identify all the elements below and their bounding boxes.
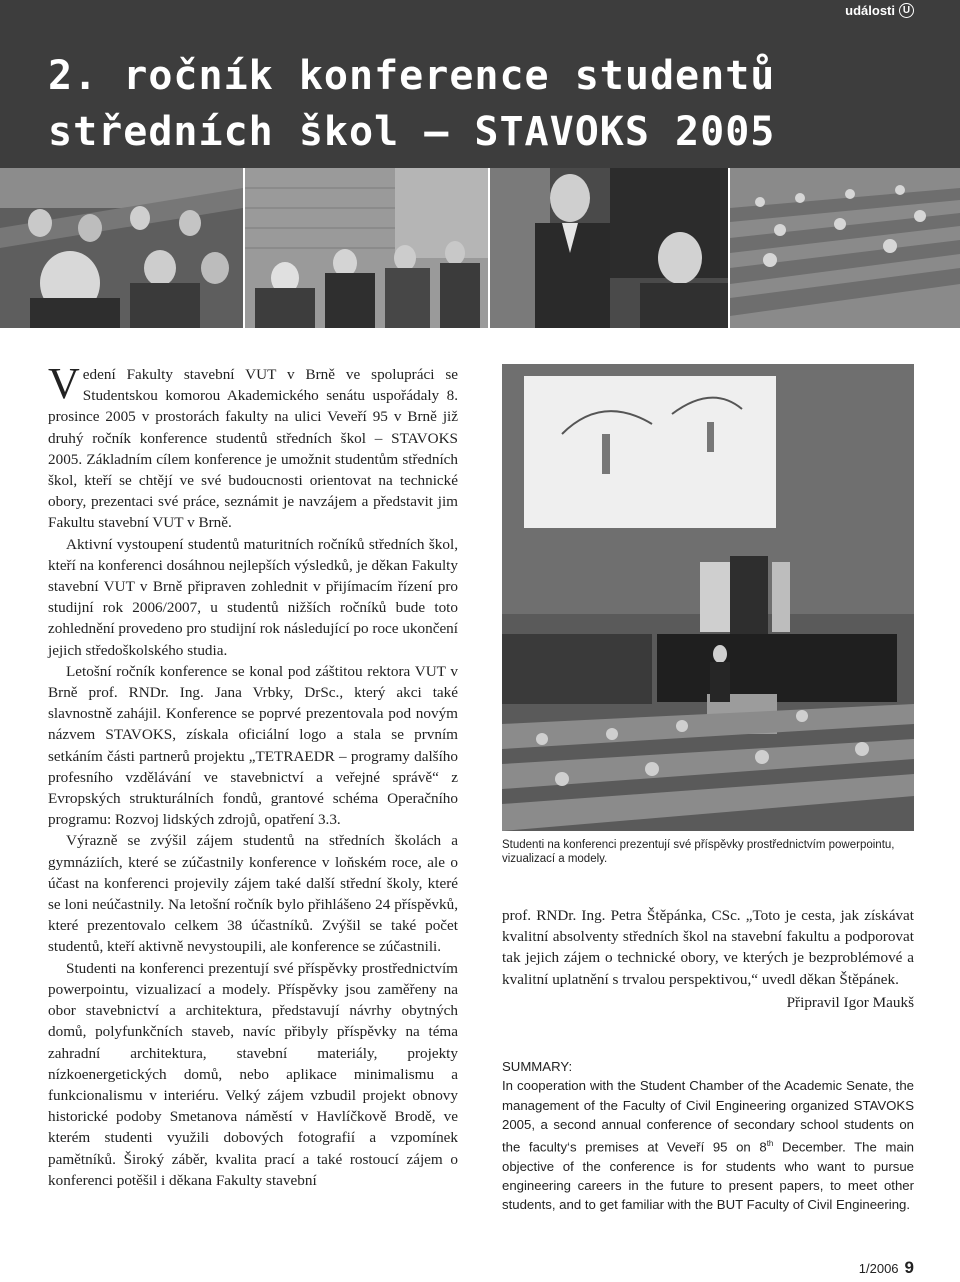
- continuation-paragraph: prof. RNDr. Ing. Petra Štěpánka, CSc. „Toto je cesta, jak získávat kvalitní absolventy středních škol na stavební fakultu a podporovat tak jejich zájem o technické obory, ve kterých je bezproblémové a kvalitní uplatnění s trvalou perspektivou,“ uvedl děkan Štěpánek.: [502, 907, 914, 988]
- article-body: [48, 359, 458, 1191]
- header-banner: [0, 0, 960, 168]
- photo-lecture-hall: [730, 168, 960, 328]
- article-paragraph: Letošní ročník konference se konal pod záštitou rektora VUT v Brně prof. RNDr. Ing. Jana Vrbky, DrSc., který akci také slavnostně zahájil. Konference se poprvé prezentovala pod novým názvem STAVOKS, získala oficiální logo a stala se prvním setkáním části partnerů projektu „TETRAEDR – programy dalšího profesního vzdělávání ve stavebnictví a veřejné správě“ z Evropských strukturálních fondů, grantové schéma Operačního programu: Rozvoj lidských zdrojů, opatření 3.3.: [48, 662, 458, 829]
- photo-caption: Studenti na konferenci prezentují své příspěvky prostřednictvím powerpointu, vizualizací a modely.: [502, 839, 895, 865]
- photo-lecture-hall-presentation: [502, 364, 914, 831]
- summary-box: [502, 1057, 914, 1215]
- article-continuation: [502, 905, 914, 1013]
- page-footer: [859, 1258, 914, 1278]
- article-title: [48, 48, 775, 160]
- photo-presentation-discussion: [245, 168, 488, 328]
- article-paragraph: Vedení Fakulty stavební VUT v Brně ve spolupráci se Studentskou komorou Akademického senátu uspořádaly 8. prosince 2005 v prostorách fakulty na ulici Veveří 95 v Brně již druhý ročník konference studentů středních škol – STAVOKS 2005. Základním cílem konference je umožnit studentům středních škol, kteří se chtějí ve své budoucnosti orientovat na technické obory, prezentaci své práce, seznámit je navzájem a představit jim Fakultu stavební VUT v Brně.: [48, 359, 458, 532]
- u-logo-icon: U: [899, 3, 914, 18]
- page-number: 9: [904, 1258, 914, 1277]
- summary-heading: SUMMARY:: [502, 1059, 573, 1074]
- article-paragraph: Studenti na konferenci prezentují své příspěvky prostřednictvím powerpointu, vizualizací a modely. Příspěvky jsou zaměřeny na obor stavebnictví a architektura, představují návrhy obytných domů, polyfunkčních staveb, navíc přibyly příspěvky na téma zahradní architektura, stavební materiály, projekty nízkoenergetických domů, nebo aplikace minimalismu a funkcionalismu v interiéru. Velký zájem vzbudil projekt obnovy historické podoby Smetanova náměstí v Havlíčkově Brodě, ve kterém studenti využili dobových fotografií a vzpomínek pamětníků. Široký záběr, kvalita prací a také rostoucí zájem o konferenci potěšil i děkana Fakulty stavební: [48, 959, 458, 1189]
- section-tag: [845, 3, 914, 18]
- title-line-2: středních škol – STAVOKS 2005: [48, 109, 776, 155]
- issue-number: 1/2006: [858, 1261, 899, 1276]
- photo-students-seated: [0, 168, 243, 328]
- article-paragraph: Aktivní vystoupení studentů maturitních ročníků středních škol, kteří na konferenci dosáhnou nejlepších výsledků, je děkan Fakulty stavební VUT v Brně připraven zohlednit v přijímacím řízení pro studijní rok 2006/2007, u studentů nižších ročníků bude toto zohlednění provedeno pro studijní rok následující po roce ukončení jejich středoškolského studia.: [48, 535, 458, 659]
- photo-speakers: [490, 168, 728, 328]
- article-paragraph: Výrazně se zvýšil zájem studentů na středních školách a gymnáziích, které se zúčastnily konference v loňském roce, ale o účast na konferenci projevily zájem také další střední školy, které se loni neúčastnily. Na letošní ročník bylo přihlášeno 24 příspěvků, které prezentovalo celkem 38 účastníků. Zvýšil se také počet studentů, kteří aktivně nevystoupili, ale konference se zúčastnili.: [48, 832, 458, 956]
- summary-text: In cooperation with the Student Chamber of the Academic Senate, the management of the Faculty of Civil Engineering organized STAVOKS 2005, a second annual conference of secondary school students on the faculty‘s premises at Veveří 95 on 8th December. The main objective of the conference is for students who want to pursue engineering careers in the future to present papers, to meet other students, and to get familiar with the BUT Faculty of Civil Engineering.: [502, 1078, 915, 1213]
- drop-cap: V: [48, 359, 80, 408]
- section-label: události: [845, 3, 895, 18]
- ordinal-suffix: th: [766, 1139, 774, 1149]
- author-signature: Připravil Igor Maukš: [786, 993, 914, 1011]
- title-line-1: 2. ročník konference studentů: [48, 53, 776, 99]
